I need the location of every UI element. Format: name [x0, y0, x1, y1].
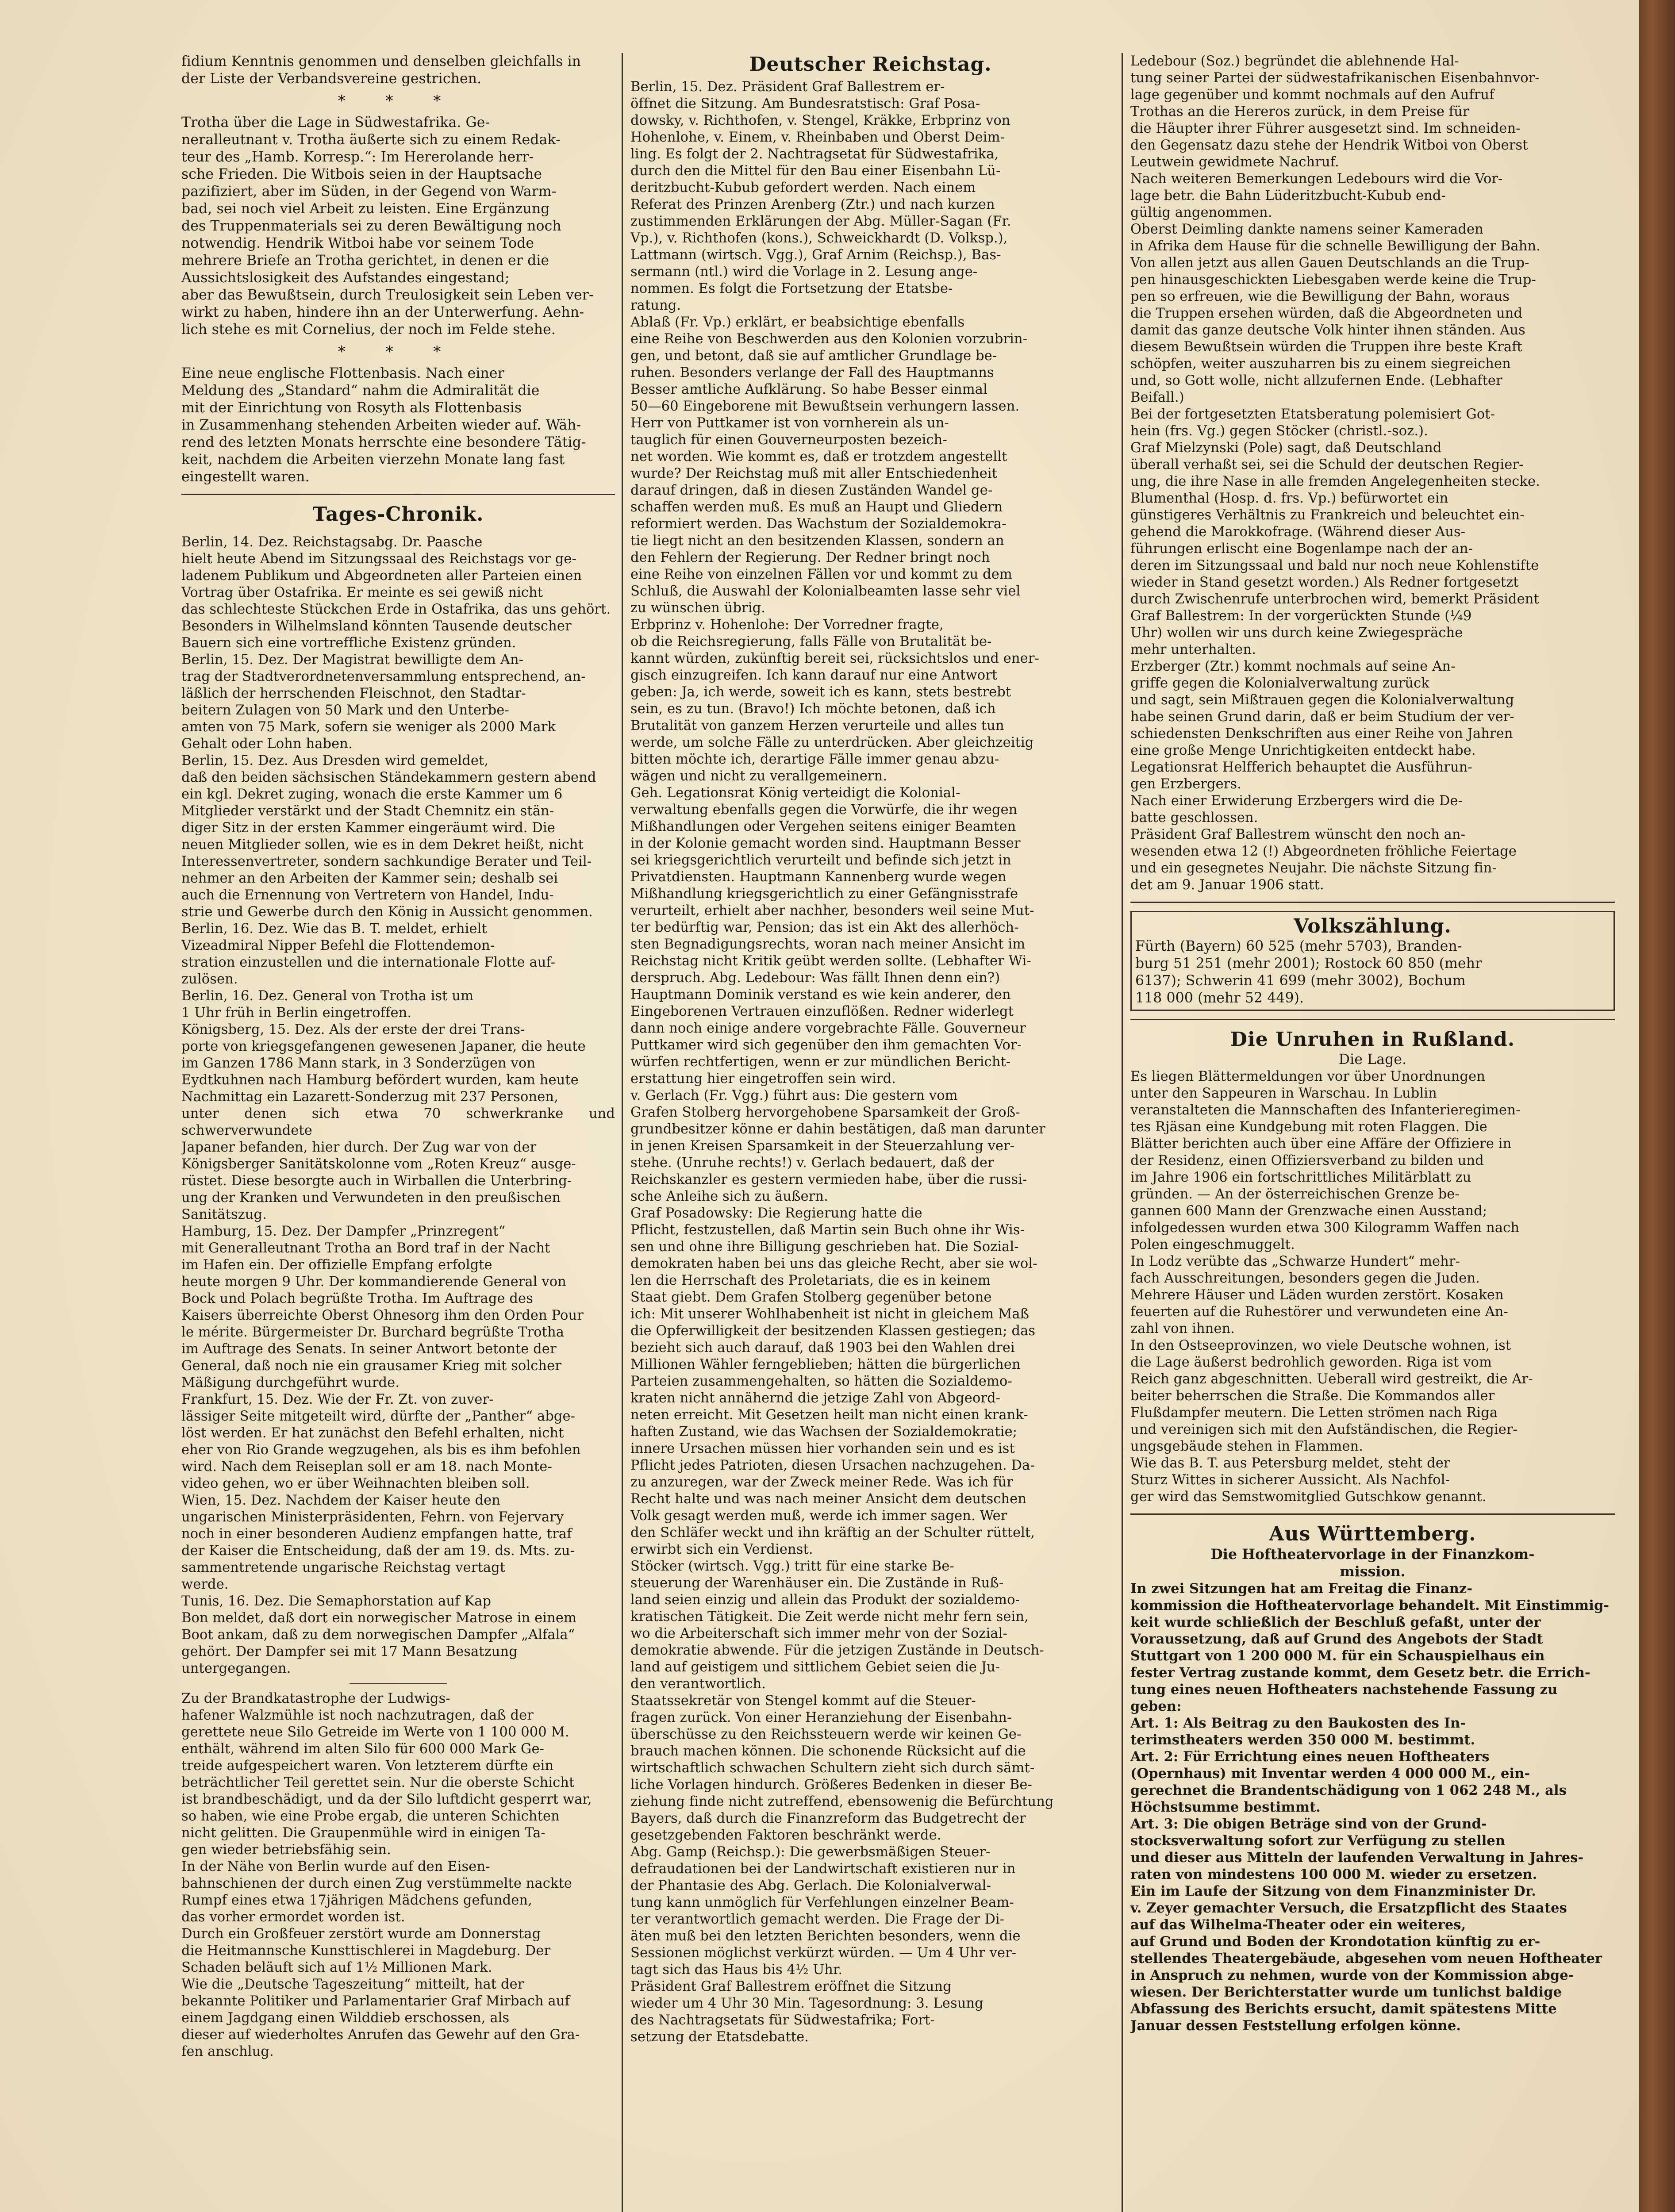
heading-reichstag: Deutscher Reichstag. [749, 53, 992, 76]
intro-text: fidium Kenntnis genommen und denselben gleichfalls in der Liste der Verbandsvereine gestrichen. [181, 54, 581, 87]
column-rule-1 [622, 53, 623, 2212]
separator-asterisks: * * * [338, 92, 459, 110]
article-flottenbasis: Eine neue englische Flottenbasis. Nach einer Meldung des „Standard“ nahm die Admiralität die mit der Einrichtung von Rosyth als Flottenbasis in Zusammenhang stehenden Arbeiten wieder auf. Wäh- rend des letzten Monats herrschte eine besondere Tätig- keit, nachdem die Arbeiten vierzehn Monate lang fast eingestellt waren. [181, 365, 586, 485]
russland-text: Es liegen Blättermeldungen vor über Unordnungen unter den Sappeuren in Warschau. In Lublin veranstalteten die Mannschaften des Infanterieregimen- tes Rjäsan eine Kundgebung mit roten Flaggen. Die Blätter berichten auch über eine Affäre der Offiziere in der Residenz, einen Offiziersverband zu bilden und im Jahre 1906 ein fortschrittliches Militärblatt zu gründen. — An der österreichischen Grenze be- gannen 600 Mann der Grenzwache einen Ausstand; infolgedessen wurden etwa 300 Kilogramm Waffen nach Polen eingeschmuggelt. In Lodz verübte das „Schwarze Hundert“ mehr- fach Ausschreitungen, besonders gegen die Juden. Mehrere Häuser und Läden wurden zerstört. Kosaken feuerten auf die Ruhestörer und verwundeten eine An- zahl von ihnen. In den Ostseeprovinzen, wo viele Deutsche wohnen, ist die Lage äußerst bedrohlich geworden. Riga ist vom Reich ganz abgeschnitten. Ueberall wird gestreikt, die Ar- beiter beherrschen die Straße. Die Kommandos aller Flußdampfer meutern. Die Letten strömen nach Riga und vereinigen sich mit den Aufständischen, die Regier- ungsgebäude stehen in Flammen. Wie das B. T. aus Petersburg meldet, steht der Sturz Wittes in sicherer Aussicht. Als Nachfol- ger wird das Semstwomitglied Gutschkow genannt. [1130, 1069, 1533, 1505]
heading-unruhen-russland: Die Unruhen in Rußland. [1230, 1028, 1515, 1051]
volkszaehlung-text: Fürth (Bayern) 60 525 (mehr 5703), Branden- burg 51 251 (mehr 2001); Rostock 60 850 (mehr 6137); Schwerin 41 699 (mehr 3002), Bochum 118 000 (mehr 52 449). [1135, 938, 1482, 1006]
heading-tages-chronik: Tages-Chronik. [312, 503, 484, 526]
subheading-lage: Die Lage. [1338, 1052, 1407, 1068]
section-rule [1130, 902, 1615, 903]
reichstag-continuation: Ledebour (Soz.) begründet die ablehnende Hal- tung seiner Partei der südwestafrikanischen Eisenbahnvor- lage gegenüber und kommt nochmals auf den Aufruf Trothas an die Hereros zurück, in dem Preise für die Häupter ihrer Führer ausgesetzt sind. Im schneiden- den Gegensatz dazu stehe der Hendrik Witboi von Oberst Leutwein gewidmete Nachruf. Nach weiteren Bemerkungen Ledebours wird die Vor- lage betr. die Bahn Lüderitzbucht-Kubub end- gültig angenommen. Oberst Deimling dankte namens seiner Kameraden in Afrika dem Hause für die schnelle Bewilligung der Bahn. Von allen jetzt aus allen Gauen Deutschlands an die Trup- pen hinausgeschickten Liebesgaben werde keine die Trup- pen so erfreuen, wie die Bewilligung der Bahn, woraus die Truppen ersehen würden, daß die Abgeordneten und damit das ganze deutsche Volk hinter ihnen ständen. Aus diesem Bewußtsein würden die Truppen ihre beste Kraft schöpfen, weiter auszuharren bis zu einem siegreichen und, so Gott wolle, nicht allzufernen Ende. (Lebhafter Beifall.) Bei der fortgesetzten Etatsberatung polemisiert Got- hein (frs. Vg.) gegen Stöcker (christl.-soz.). Graf Mielzynski (Pole) sagt, daß Deutschland überall verhaßt sei, sei die Schuld der deutschen Regier- ung, die ihre Nase in alle fremden Angelegenheiten stecke. Blumenthal (Hosp. d. frs. Vp.) befürwortet ein günstigeres Verhältnis zu Frankreich und beleuchtet ein- gehend die Marokkofrage. (Während dieser Aus- führungen erlischt eine Bogenlampe nach der an- deren im Sitzungssaal und bald nur noch neue Kohlenstifte wieder in Stand gesetzt worden.) Als Redner fortgesetzt durch Zwischenrufe unterbrochen wird, bemerkt Präsident Graf Ballestrem: In der vorgerückten Stunde (¼9 Uhr) wollen wir uns durch keine Zwiegespräche mehr unterhalten. Erzberger (Ztr.) kommt nochmals auf seine An- griffe gegen die Kolonialverwaltung zurück und sagt, sein Mißtrauen gegen die Kolonialverwaltung habe seinen Grund darin, daß er beim Studium der ver- schiedensten Denkschriften aus einer Reihe von Jahren eine große Menge Unrichtigkeiten entdeckt habe. Legationsrat Helfferich behauptet die Ausführun- gen Erzbergers. Nach einer Erwiderung Erzbergers wird die De- batte geschlossen. Präsident Graf Ballestrem wünscht den noch an- wesenden etwa 12 (!) Abgeordneten fröhliche Feiertage und ein gesegnetes Neujahr. Die nächste Sitzung fin- det am 9. Januar 1906 statt. [1130, 54, 1541, 893]
separator-asterisks: * * * [338, 343, 459, 361]
book-binding-edge [1639, 0, 1675, 2212]
volkszaehlung-box [1130, 911, 1615, 1011]
column-1 [181, 53, 615, 2060]
wuerttemberg-text: In zwei Sitzungen hat am Freitag die Finanz- kommission die Hoftheatervorlage behandelt. Mit Einstimmig- keit wurde schließlich der Beschluß gefaßt, unter der Voraussetzung, daß auf Grund des Angebots der Stadt Stuttgart von 1 200 000 M. für ein Schauspielhaus ein fester Vertrag zustande kommt, dem Gesetz betr. die Errich- tung eines neuen Hoftheaters nachstehende Fassung zu geben: Art. 1: Als Beitrag zu den Baukosten des In- terimstheaters werden 350 000 M. bestimmt. Art. 2: Für Errichtung eines neuen Hoftheaters (Opernhaus) mit Inventar werden 4 000 000 M., ein- gerechnet die Brandentschädigung von 1 062 248 M., als Höchstsumme bestimmt. Art. 3: Die obigen Beträge sind von der Grund- stocksverwaltung sofort zur Verfügung zu stellen und dieser aus Mitteln der laufenden Verwaltung in Jahres- raten von mindestens 100 000 M. wieder zu ersetzen. Ein im Laufe der Sitzung von dem Finanzminister Dr. v. Zeyer gemachter Versuch, die Ersatzpflicht des Staates auf das Wilhelma-Theater oder ein weiteres, auf Grund und Boden der Krondotation künftig zu er- stellendes Theatergebäude, abgesehen vom neuen Hoftheater in Anspruch zu nehmen, wurde von der Kommission abge- wiesen. Der Berichterstatter wurde um tunlichst baldige Abfassung des Berichts ersucht, damit spätestens Mitte Januar dessen Feststellung erfolgen könne. [1130, 1581, 1610, 2034]
column-2 [630, 53, 1110, 2046]
tages-chronik-text: Berlin, 14. Dez. Reichstagsabg. Dr. Paasche hielt heute Abend im Sitzungssaal des Reichstags vor ge- ladenem Publikum und Abgeordneten aller Parteien einen Vortrag über Ostafrika. Er meinte es sei gewiß nicht das schlechteste Stückchen Erde in Ostafrika, das uns gehört. Besonders in Wilhelmsland könnten Tausende deutscher Bauern sich eine vortreffliche Existenz gründen. Berlin, 15. Dez. Der Magistrat bewilligte dem An- trag der Stadtverordnetenversammlung entsprechend, an- läßlich der herrschenden Fleischnot, den Stadtar- beitern Zulagen von 50 Mark und den Unterbe- amten von 75 Mark, sofern sie weniger als 2000 Mark Gehalt oder Lohn haben. Berlin, 15. Dez. Aus Dresden wird gemeldet, daß den beiden sächsischen Ständekammern gestern abend ein kgl. Dekret zuging, wonach die erste Kammer um 6 Mitglieder verstärkt und der Stadt Chemnitz ein stän- diger Sitz in der ersten Kammer eingeräumt wird. Die neuen Mitglieder sollen, wie es in dem Dekret heißt, nicht Interessenvertreter, sondern sachkundige Berater und Teil- nehmer an den Arbeiten der Kammer sein; deshalb sei auch die Ernennung von Vertretern von Handel, Indu- strie und Gewerbe durch den König in Aussicht genommen. Berlin, 16. Dez. Wie das B. T. meldet, erhielt Vizeadmiral Nipper Befehl die Flottendemon- stration einzustellen und die internationale Flotte auf- zulösen. Berlin, 16. Dez. General von Trotha ist um 1 Uhr früh in Berlin eingetroffen. Königsberg, 15. Dez. Als der erste der drei Trans- porte von kriegsgefangenen gewesenen Japaner, die heute im Ganzen 1786 Mann stark, in 3 Sonderzügen von Eydtkuhnen nach Hamburg befördert wurden, kam heute Nachmittag ein Lazarett-Sonderzug mit 237 Personen, unter denen sich etwa 70 schwerkranke und schwerverwundete Japaner befanden, hier durch. Der Zug war von der Königsberger Sanitätskolonne vom „Roten Kreuz“ ausge- rüstet. Diese besorgte auch in Wirballen die Unterbring- ung der Kranken und Verwundeten in den preußischen Sanitätszug. Hamburg, 15. Dez. Der Dampfer „Prinzregent“ mit Generalleutnant Trotha an Bord traf in der Nacht im Hafen ein. Der offizielle Empfang erfolgte heute morgen 9 Uhr. Der kommandierende General von Bock und Polach begrüßte Trotha. Im Auftrage des Kaisers überreichte Oberst Ohnesorg ihm den Orden Pour le mérite. Bürgermeister Dr. Burchard begrüßte Trotha im Auftrage des Senats. In seiner Antwort betonte der General, daß noch nie ein grausamer Krieg mit solcher Mäßigung durchgeführt wurde. Frankfurt, 15. Dez. Wie der Fr. Zt. von zuver- lässiger Seite mitgeteilt wird, dürfte der „Panther“ abge- löst werden. Er hat zunächst den Befehl erhalten, nicht eher von Rio Grande wegzugehen, als bis es ihm befohlen wird. Nach dem Reiseplan soll er am 18. nach Monte- video gehen, wo er über Weihnachten bleiben soll. Wien, 15. Dez. Nachdem der Kaiser heute den ungarischen Ministerpräsidenten, Fehrn. von Fejervary noch in einer besonderen Audienz empfangen hatte, traf der Kaiser die Entscheidung, daß der am 19. ds. Mts. zu- sammentretende ungarische Reichstag vertagt werde. Tunis, 16. Dez. Die Semaphorstation auf Kap Bon meldet, daß dort ein norwegischer Matrose in einem Boot ankam, daß zu dem norwegischen Dampfer „Alfala“ gehört. Der Dampfer sei mit 17 Mann Besatzung untergegangen. [181, 534, 615, 1676]
heading-volkszaehlung: Volkszählung. [1294, 915, 1452, 937]
column-3 [1130, 53, 1615, 2034]
wuerttemberg-title: Die Hoftheatervorlage in der Finanzkom- mission. [1210, 1546, 1535, 1580]
section-rule [1130, 1513, 1615, 1515]
section-rule [181, 494, 615, 495]
reichstag-report: Berlin, 15. Dez. Präsident Graf Ballestrem er- öffnet die Sitzung. Am Bundesratstisch: Graf Posa- dowsky, v. Richthofen, v. Stengel, Kräkke, Erbprinz von Hohenlohe, v. Einem, v. Rheinbaben und Oberst Deim- ling. Es folgt der 2. Nachtragsetat für Südwestafrika, durch den die Mittel für den Bau einer Eisenbahn Lü- deritzbucht-Kubub gefordert werden. Nach einem Referat des Prinzen Arenberg (Ztr.) und nach kurzen zustimmenden Erklärungen der Abg. Müller-Sagan (Fr. Vp.), v. Richthofen (kons.), Schweickhardt (D. Volksp.), Lattmann (wirtsch. Vgg.), Graf Arnim (Reichsp.), Bas- sermann (ntl.) wird die Vorlage in 2. Lesung ange- nommen. Es folgt die Fortsetzung der Etatsbe- ratung. Ablaß (Fr. Vp.) erklärt, er beabsichtige ebenfalls eine Reihe von Beschwerden aus den Kolonien vorzubrin- gen, und betont, daß sie auf amtlicher Grundlage be- ruhen. Besonders verlange der Fall des Hauptmanns Besser amtliche Aufklärung. So habe Besser einmal 50—60 Eingeborene mit Bewußtsein verhungern lassen. Herr von Puttkamer ist von vornherein als un- tauglich für einen Gouverneurposten bezeich- net worden. Wie kommt es, daß er trotzdem angestellt wurde? Der Reichstag muß mit aller Entschiedenheit darauf dringen, daß in diesen Zuständen Wandel ge- schaffen werden muß. Es muß an Haupt und Gliedern reformiert werden. Das Wachstum der Sozialdemokra- tie liegt nicht an den besitzenden Klassen, sondern an den Fehlern der Regierung. Der Redner bringt noch eine Reihe von einzelnen Fällen vor und kommt zu dem Schluß, die Auswahl der Kolonialbeamten lasse sehr viel zu wünschen übrig. Erbprinz v. Hohenlohe: Der Vorredner fragte, ob die Reichsregierung, falls Fälle von Brutalität be- kannt würden, zukünftig bereit sei, rücksichtslos und ener- gisch einzugreifen. Ich kann darauf nur eine Antwort geben: Ja, ich werde, soweit ich es kann, stets bestrebt sein, es zu tun. (Bravo!) Ich möchte betonen, daß ich Brutalität von ganzem Herzen verurteile und alles tun werde, um solche Fälle zu unterdrücken. Aber gleichzeitig bitten möchte ich, derartige Fälle immer genau abzu- wägen und nicht zu verallgemeinern. Geh. Legationsrat König verteidigt die Kolonial- verwaltung ebenfalls gegen die Vorwürfe, die ihr wegen Mißhandlungen oder Vergehen seitens einiger Beamten in der Kolonie gemacht worden sind. Hauptmann Besser sei kriegsgerichtlich verurteilt und befinde sich jetzt in Privatdiensten. Hauptmann Kannenberg wurde wegen Mißhandlung kriegsgerichtlich zu einer Gefängnisstrafe verurteilt, erhielt aber nachher, besonders weil seine Mut- ter bedürftig war, Pension; das ist ein Akt des allerhöch- sten Begnadigungsrechts, woran nach meiner Ansicht im Reichstag nicht Kritik geübt werden sollte. (Lebhafter Wi- derspruch. Abg. Ledebour: Was fällt Ihnen denn ein?) Hauptmann Dominik verstand es wie kein anderer, den Eingeborenen Vertrauen einzuflößen. Redner widerlegt dann noch einige andere vorgebrachte Fälle. Gouverneur Puttkamer wird sich gegenüber den ihm gemachten Vor- würfen rechtfertigen, wenn er zur mündlichen Bericht- erstattung hier eingetroffen sein wird. v. Gerlach (Fr. Vgg.) führt aus: Die gestern vom Grafen Stolberg hervorgehobene Sparsamkeit der Groß- grundbesitzer könne er dahin bestätigen, daß man darunter in jenen Kreisen Sparsamkeit in der Steuerzahlung ver- stehe. (Unruhe rechts!) v. Gerlach bedauert, daß der Reichskanzler es gestern vermieden habe, über die russi- sche Anleihe sich zu äußern. Graf Posadowsky: Die Regierung hatte die Pflicht, festzustellen, daß Martin sein Buch ohne ihr Wis- sen und ohne ihre Billigung geschrieben hat. Die Sozial- demokraten haben bei uns das gleiche Recht, aber sie wol- len die Herrschaft des Proletariats, die es in keinem Staat giebt. Dem Grafen Stolberg gegenüber betone ich: Mit unserer Wohlhabenheit ist nicht in gleichem Maß die Opferwilligkeit der besitzenden Klassen gestiegen; das bezieht sich auch darauf, daß 1903 bei den Wahlen drei Millionen Wähler ferngeblieben; hätten die bürgerlichen Parteien zusammengehalten, so hätten die Sozialdemo- kraten nicht annähernd die jetzige Zahl von Abgeord- neten erreicht. Mit Gesetzen heilt man nicht einen krank- haften Zustand, wie das Wachsen der Sozialdemokratie; innere Ursachen müssen hier vorhanden sein und es ist Pflicht jedes Patrioten, diesen Ursachen nachzugehen. Da- zu anzuregen, war der Zweck meiner Rede. Was ich für Recht halte und was nach meiner Ansicht dem deutschen Volk gesagt werden muß, werde ich immer sagen. Wer den Schläfer weckt und ihn kräftig an der Schulter rüttelt, erwirbt sich ein Verdienst. Stöcker (wirtsch. Vgg.) tritt für eine starke Be- steuerung der Warenhäuser ein. Die Zustände in Ruß- land seien einzig und allein das Produkt der sozialdemo- kratischen Tätigkeit. Die Zeit werde nicht mehr fern sein, wo die Arbeiterschaft sich immer mehr von der Sozial- demokratie abwende. Für die jetzigen Zustände in Deutsch- land auf geistigem und sittlichem Gebiet seien die Ju- den verantwortlich. Staatssekretär von Stengel kommt auf die Steuer- fragen zurück. Von einer Heranziehung der Eisenbahn- überschüsse zu den Reichssteuern werde wir keinen Ge- brauch machen können. Die schonende Rücksicht auf die wirtschaftlich schwachen Schultern zieht sich durch sämt- liche Vorlagen hindurch. Größeres Bedenken in dieser Be- ziehung finde nicht zutreffend, ebensowenig die Befürchtung Bayers, daß durch die Finanzreform das Budgetrecht der gesetzgebenden Faktoren beschränkt werde. Abg. Gamp (Reichsp.): Die gewerbsmäßigen Steuer- defraudationen bei der Landwirtschaft existieren nur in der Phantasie des Abg. Gerlach. Die Kolonialverwal- tung kann unmöglich für Verfehlungen einzelner Beam- ter verantwortlich gemacht werden. Die Frage der Di- äten muß bei den letzten Berichten besonders, wenn die Sessionen möglichst verkürzt würden. — Um 4 Uhr ver- tagt sich das Haus bis 4½ Uhr. Präsident Graf Ballestrem eröffnet die Sitzung wieder um 4 Uhr 30 Min. Tagesordnung: 3. Lesung des Nachtragsetats für Südwestafrika; Fort- setzung der Etatsdebatte. [630, 79, 1054, 2045]
column-rule-2 [1122, 53, 1123, 2212]
tages-chronik-text-2: Zu der Brandkatastrophe der Ludwigs- hafener Walzmühle ist noch nachzutragen, daß der gerettete neue Silo Getreide im Werte von 1 100 000 M. enthält, während im alten Silo für 600 000 Mark Ge- treide aufgespeichert waren. Von letzterem dürfte ein beträchtlicher Teil gerettet sein. Nur die oberste Schicht ist brandbeschädigt, und da der Silo luftdicht gesperrt war, so haben, wie eine Probe ergab, die unteren Schichten nicht gelitten. Die Graupenmühle wird in einigen Ta- gen wieder betriebsfähig sein. In der Nähe von Berlin wurde auf den Eisen- bahnschienen der durch einen Zug verstümmelte nackte Rumpf eines etwa 17jährigen Mädchens gefunden, das vorher ermordet worden ist. Durch ein Großfeuer zerstört wurde am Donnerstag die Heitmannsche Kunsttischlerei in Magdeburg. Der Schaden beläuft sich auf 1½ Millionen Mark. Wie die „Deutsche Tageszeitung“ mitteilt, hat der bekannte Politiker und Parlamentarier Graf Mirbach auf einem Jagdgang einen Wilddieb erschossen, als dieser auf wiederholtes Anrufen das Gewehr auf den Gra- fen anschlug. [181, 1691, 592, 2059]
short-rule [350, 1683, 447, 1684]
article-trotha: Trotha über die Lage in Südwestafrika. Ge- neralleutnant v. Trotha äußerte sich zu einem Redak- teur des „Hamb. Korresp.“: Im Hererolande herr- sche Frieden. Die Witbois seien in der Hauptsache pazifiziert, aber im Süden, in der Gegend von Warm- bad, sei noch viel Arbeit zu leisten. Eine Ergänzung des Truppenmaterials sei zu deren Bewältigung noch notwendig. Hendrik Witboi habe vor seinem Tode mehrere Briefe an Trotha gerichtet, in denen er die Aussichtslosigkeit des Aufstandes eingestand; aber das Bewußtsein, durch Treulosigkeit sein Leben ver- wirkt zu haben, hindere ihn an der Unterwerfung. Aehn- lich stehe es mit Cornelius, der noch im Felde stehe. [181, 115, 594, 338]
heading-aus-wuerttemberg: Aus Württemberg. [1269, 1523, 1476, 1545]
section-rule [1130, 1019, 1615, 1020]
